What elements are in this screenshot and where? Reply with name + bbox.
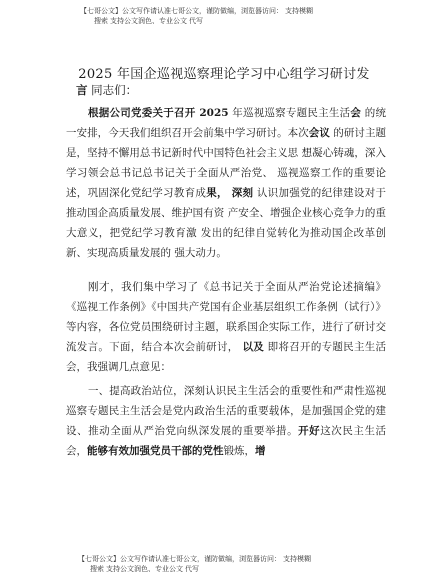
body-text: 即将召开的专题民主生活会，我强调几点意见： <box>66 341 387 373</box>
banner-text: 支持公文润色、专业公文 <box>106 565 183 573</box>
bold-text: 以及 <box>238 341 265 353</box>
body-text: 年巡视巡察专题民主生活 <box>228 107 351 119</box>
body-text: 一、提高政治站位，深刻认识民主生活会的重要性和严肃性巡视巡察专题民主生活会是党内政治生活的重要载体，是加强国企党的建设、推动全面从严治党向纵深发展的重要举措。 <box>66 385 386 437</box>
bold-text: 能够有效加强党员干部的党性 <box>87 445 224 457</box>
salutation-bold: 言 <box>76 83 88 97</box>
bold-text: 会议 <box>308 127 330 139</box>
paragraph-1 <box>66 103 386 263</box>
banner-text: 【七哥公文】公文写作请认准七哥公文，谨防做编，浏览器访问： <box>80 7 283 15</box>
watermark-banner-bottom <box>0 554 448 574</box>
banner-text: 【七哥公文】公文写作请认准七哥公文，谨防做编，浏览器访问： <box>78 555 281 563</box>
body-text: 这次民主生活会， <box>66 425 387 457</box>
bold-text: 果， 深刻 <box>206 187 254 199</box>
banner-text: 支持模糊 <box>283 555 311 563</box>
banner-text: 支持模糊 <box>285 7 313 15</box>
banner-text: 搜索 <box>94 17 108 25</box>
salutation-text: 同志们： <box>91 83 138 97</box>
watermark-banner-top <box>0 6 448 26</box>
banner-bottom-line1 <box>0 554 448 564</box>
body-text: 的统一安排，今天我们组织召开会前集中学习研讨。本次 <box>66 107 387 139</box>
body-text: 锻炼， <box>223 445 255 457</box>
body-text: 刚才，我们集中学习了《总书记关于全面从严治党论述摘编》《巡视工作条例》《中国共产党国有企业基层组织工作条例（试行）》等内容，各位党员围绕研讨主题，联系国企实际工作，进行了研讨交流发言。下面，结合本次会前研讨， <box>66 281 386 353</box>
document-body <box>66 103 386 461</box>
body-text: 的研讨主题是，坚持不懈用总书记新时代中国特色社会主义思 想凝心铸魂，深入学习领会总书记总书记关于全面从严治党、 巡视巡察工作的重要论述，巩固深化党纪学习教育成 <box>66 127 387 199</box>
bold-text: 增 <box>255 445 266 457</box>
bold-text: 开好 <box>298 425 321 437</box>
bold-text: 根据公司党委关于召开 2025 <box>88 107 229 119</box>
banner-text: 支持公文润色、专业公文 <box>110 17 187 25</box>
banner-top-line2 <box>2 16 448 26</box>
body-text: 认识加强党的纪律建设对于推动国企高质量发展、维护国有资 产安全、增强企业核心竞争力的重大意义，把党纪学习教育激 发出的纪律自觉转化为推动国企改革创新、实现高质量发展的 强大动力。 <box>66 187 387 259</box>
banner-top-line1 <box>0 6 448 16</box>
paragraph-3 <box>66 381 386 461</box>
banner-text: 代写 <box>185 565 199 573</box>
paragraph-2 <box>66 277 386 377</box>
document-title: 2025 年国企巡视巡察理论学习中心组学习研讨发 <box>78 67 370 82</box>
bold-text: 会 <box>350 107 362 119</box>
salutation <box>76 82 137 98</box>
banner-text: 代写 <box>189 17 203 25</box>
banner-text: 搜索 <box>90 565 104 573</box>
banner-bottom-line2 <box>2 564 448 574</box>
